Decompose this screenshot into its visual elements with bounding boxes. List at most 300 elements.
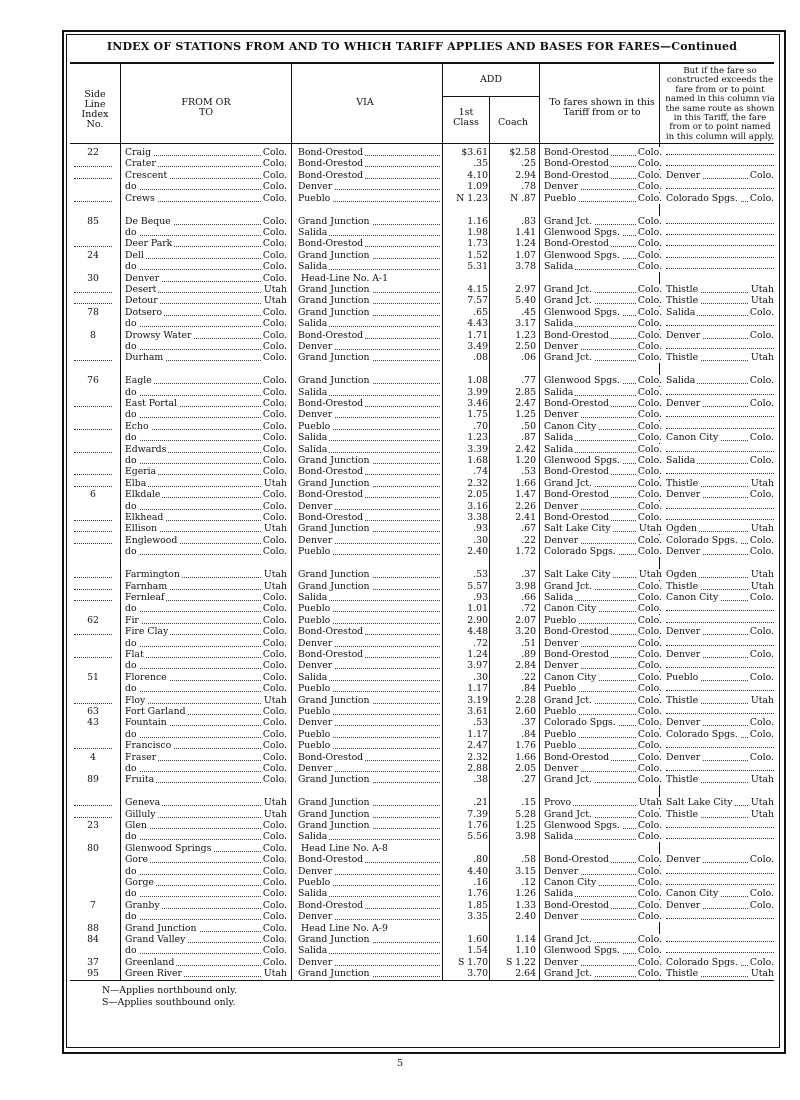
first-class-add: .21: [473, 797, 488, 809]
table-row: [70, 227, 774, 238]
via-route: Denver: [298, 957, 440, 968]
side-index-blank: [74, 238, 112, 247]
via-route: Salida: [298, 387, 440, 398]
coach-add: 2.47: [515, 398, 536, 409]
first-class-add: 1.76: [467, 888, 488, 900]
table-row: [70, 854, 774, 865]
table-row: [70, 352, 774, 363]
via-route: Salida: [298, 444, 440, 455]
fare-point: Bond-Orestod Colo.: [544, 329, 662, 341]
coach-add: 1.66: [515, 477, 536, 489]
table-row: [70, 318, 774, 329]
station-name: De Beque Colo.: [125, 215, 287, 227]
max-fare-point-blank: [666, 409, 774, 417]
side-index-blank: [74, 523, 112, 532]
station-name: Fernleaf Colo.: [125, 591, 287, 603]
table-row: [70, 158, 774, 169]
first-class-add: 4.15: [467, 283, 488, 295]
first-class-add: .16: [473, 877, 488, 888]
first-class-add: 3.61: [467, 705, 488, 717]
first-class-add: 1.60: [467, 934, 488, 945]
station-name: Durham Colo.: [125, 352, 287, 364]
via-route: Salida: [298, 592, 440, 603]
max-fare-point: Thistle Utah: [666, 295, 774, 307]
title-rule: [70, 62, 774, 64]
via-route: Bond-Orestod: [298, 489, 440, 500]
via-route: Pueblo: [298, 421, 440, 432]
first-class-add: 1.52: [467, 249, 488, 261]
side-index: 95: [87, 968, 99, 980]
table-row: [70, 649, 774, 660]
first-class-add: 1.85: [467, 899, 488, 911]
via-route: Denver: [298, 660, 440, 671]
via-route: Pueblo: [298, 546, 440, 557]
side-index-blank: [74, 398, 112, 407]
max-fare-point: Denver Colo.: [666, 899, 774, 911]
first-class-add: 1.23: [467, 432, 488, 444]
via-route: Grand Junction: [298, 250, 440, 261]
station-name: Floy Utah: [125, 694, 287, 706]
station-name: Drowsy Water Colo.: [125, 329, 287, 341]
fare-point: Colorado Spgs. Colo.: [544, 717, 662, 729]
via-route: Bond-Orestod: [298, 626, 440, 637]
station-name: Elkdale Colo.: [125, 489, 287, 501]
max-fare-point-blank: [666, 763, 774, 771]
station-name: do Colo.: [125, 546, 287, 558]
coach-add: 5.28: [515, 808, 536, 820]
station-name: Dotsero Colo.: [125, 306, 287, 318]
station-name: Craig Colo.: [125, 147, 287, 158]
first-class-add: 4.40: [467, 865, 488, 877]
coach-add: .37: [521, 717, 536, 729]
coach-add: 1.25: [515, 409, 536, 421]
coach-add: .58: [521, 854, 536, 866]
table-row: [70, 717, 774, 728]
station-name: do Colo.: [125, 945, 287, 957]
first-class-add: 2.47: [467, 740, 488, 752]
max-fare-point: Denver Colo.: [666, 751, 774, 763]
fare-point: Salida Colo.: [544, 386, 662, 398]
fare-point: Bond-Orestod Colo.: [544, 238, 662, 250]
fare-point: Glenwood Spgs. Colo.: [544, 455, 662, 466]
station-name: Edwards Colo.: [125, 443, 287, 455]
max-fare-point: Thistle Utah: [666, 477, 774, 489]
coach-add: .66: [521, 591, 536, 603]
coach-add: .83: [521, 215, 536, 227]
side-index-blank: [74, 797, 112, 806]
table-row: [70, 683, 774, 694]
via-route: Grand Junction: [298, 284, 440, 295]
table-row: [70, 581, 774, 592]
station-name: do Colo.: [125, 888, 287, 900]
fare-point: Denver Colo.: [544, 534, 662, 546]
via-route: Bond-Orestod: [298, 900, 440, 911]
fare-point: Glenwood Spgs. Colo.: [544, 249, 662, 261]
fare-point: Salt Lake City Utah: [544, 569, 662, 581]
via-route: Grand Junction: [298, 352, 440, 363]
max-fare-point-blank: [666, 421, 774, 429]
table-row: [70, 695, 774, 706]
first-class-add: 1.17: [467, 728, 488, 740]
via-route: Denver: [298, 911, 440, 922]
table-row: [70, 273, 774, 284]
table-bottom-rule: [70, 980, 774, 981]
table-row: [70, 592, 774, 603]
max-fare-point: Denver Colo.: [666, 329, 774, 341]
max-fare-point-blank: [666, 147, 774, 155]
via-route: Salida: [298, 227, 440, 238]
max-fare-point-blank: [666, 501, 774, 509]
first-class-add: 2.32: [467, 751, 488, 763]
station-name: Gorge Colo.: [125, 877, 287, 888]
coach-add: 3.20: [515, 626, 536, 638]
first-class-add: 1.71: [467, 329, 488, 341]
side-index: 8: [90, 329, 96, 341]
max-fare-point: Pueblo Colo.: [666, 671, 774, 683]
via-route: Pueblo: [298, 615, 440, 626]
fare-point: Salida Colo.: [544, 318, 662, 330]
station-name: do Colo.: [125, 637, 287, 649]
via-route: Bond-Orestod: [298, 512, 440, 523]
first-class-add: 5.57: [467, 580, 488, 592]
first-class-add: 4.48: [467, 626, 488, 638]
first-class-add: .65: [473, 306, 488, 318]
side-index: 63: [87, 705, 99, 717]
side-index-blank: [74, 466, 112, 475]
via-route: Bond-Orestod: [298, 147, 440, 158]
via-route: Grand Junction: [298, 478, 440, 489]
max-fare-point-blank: [666, 238, 774, 246]
table-row: [70, 831, 774, 842]
header-to-fares: To fares shown in this Tariff from or to: [549, 97, 655, 118]
table-row: [70, 387, 774, 398]
station-name: Grand Valley Colo.: [125, 934, 287, 945]
table-row: [70, 375, 774, 386]
table-row: [70, 672, 774, 683]
max-fare-point: Denver Colo.: [666, 717, 774, 729]
station-name: do Colo.: [125, 831, 287, 843]
via-route: Salida: [298, 432, 440, 443]
fare-point: Salida Colo.: [544, 888, 662, 900]
fare-point: Denver Colo.: [544, 340, 662, 352]
first-class-add: 2.40: [467, 546, 488, 558]
via-route: Grand Junction: [298, 375, 440, 386]
coach-add: 1.23: [515, 329, 536, 341]
side-index: 78: [87, 306, 99, 318]
table-row: [70, 295, 774, 306]
coach-add: 2.41: [515, 512, 536, 523]
max-fare-point-blank: [666, 603, 774, 611]
station-name: Denver Colo.: [125, 272, 287, 284]
max-fare-point: Thistle Utah: [666, 580, 774, 592]
station-name: Francisco Colo.: [125, 740, 287, 752]
via-route: Salida: [298, 945, 440, 956]
station-name: Farmington Utah: [125, 569, 287, 581]
first-class-add: .70: [473, 420, 488, 432]
station-name: Fort Garland Colo.: [125, 705, 287, 717]
header-coach: Coach: [497, 117, 529, 128]
max-fare-point-blank: [666, 181, 774, 189]
max-fare-point: Thistle Utah: [666, 968, 774, 980]
via-route: Denver: [298, 341, 440, 352]
side-index-blank: [74, 421, 112, 430]
table-row: [70, 181, 774, 192]
max-fare-point-blank: [666, 911, 774, 919]
table-row: [70, 147, 774, 158]
first-class-add: .30: [473, 534, 488, 546]
table-row: [70, 489, 774, 500]
station-name: do Colo.: [125, 226, 287, 238]
footnotes: [102, 985, 237, 1008]
station-name: Crews Colo.: [125, 192, 287, 204]
fare-point: Bond-Orestod Colo.: [544, 158, 662, 170]
fare-point: Pueblo Colo.: [544, 614, 662, 626]
station-name: Elkhead Colo.: [125, 512, 287, 523]
fare-point: Denver Colo.: [544, 181, 662, 193]
station-name: Detour Utah: [125, 295, 287, 307]
first-class-add: .74: [473, 466, 488, 478]
via-route: Grand Junction: [298, 809, 440, 820]
first-class-add: 3.46: [467, 398, 488, 409]
table-row: [70, 809, 774, 820]
coach-add: .51: [521, 637, 536, 649]
via-route: Bond-Orestod: [298, 330, 440, 341]
via-route: Grand Junction: [298, 934, 440, 945]
side-index: 85: [87, 215, 99, 227]
station-name: Grand Junction Colo.: [125, 922, 287, 934]
via-route: Pueblo: [298, 706, 440, 717]
side-index-blank: [74, 740, 112, 749]
via-route: Grand Junction: [298, 455, 440, 466]
fare-point: Denver Colo.: [544, 637, 662, 649]
fare-point: Grand Jct. Colo.: [544, 215, 662, 227]
station-name: do Colo.: [125, 603, 287, 615]
coach-add: S 1.22: [505, 956, 536, 968]
max-fare-point: Thistle Utah: [666, 283, 774, 295]
station-name: Gilluly Utah: [125, 808, 287, 820]
side-index-blank: [74, 193, 112, 202]
table-row: [70, 421, 774, 432]
fare-point: Provo Utah: [544, 797, 662, 809]
via-route: Head Line No. A-9: [298, 922, 388, 934]
coach-add: 5.40: [515, 295, 536, 307]
coach-add: .06: [521, 352, 536, 364]
coach-add: 2.94: [515, 169, 536, 181]
first-class-add: 3.49: [467, 340, 488, 352]
first-class-add: 1.24: [467, 648, 488, 660]
fare-point: Denver Colo.: [544, 660, 662, 672]
via-route: Grand Junction: [298, 216, 440, 227]
first-class-add: .93: [473, 591, 488, 603]
first-class-add: 4.10: [467, 169, 488, 181]
first-class-add: .72: [473, 637, 488, 649]
table-row: [70, 615, 774, 626]
station-name: Ellison Utah: [125, 523, 287, 535]
station-name: do Colo.: [125, 432, 287, 444]
first-class-add: 1.54: [467, 945, 488, 957]
fare-point: Canon City Colo.: [544, 671, 662, 683]
via-route: Grand Junction: [298, 581, 440, 592]
station-name: do Colo.: [125, 500, 287, 512]
table-row: [70, 409, 774, 420]
via-route: Grand Junction: [298, 774, 440, 785]
coach-add: 1.33: [515, 899, 536, 911]
table-row: [70, 444, 774, 455]
max-fare-point: Denver Colo.: [666, 854, 774, 866]
max-fare-point-blank: [666, 227, 774, 235]
max-fare-point-blank: [666, 820, 774, 828]
add-rule: [442, 96, 539, 97]
coach-add: 1.24: [515, 238, 536, 250]
coach-add: 3.17: [515, 318, 536, 330]
via-route: Bond-Orestod: [298, 752, 440, 763]
side-index: 43: [87, 717, 99, 729]
coach-add: 3.78: [515, 261, 536, 273]
coach-add: 2.28: [515, 694, 536, 706]
side-index: 84: [87, 934, 99, 945]
via-route: Denver: [298, 501, 440, 512]
first-class-add: 1.09: [467, 181, 488, 193]
footnote-n: N—Applies northbound only.: [102, 985, 237, 996]
coach-add: 2.84: [515, 660, 536, 672]
max-fare-point: Colorado Spgs. Colo.: [666, 728, 774, 740]
first-class-add: N 1.23: [456, 192, 488, 204]
coach-add: 3.15: [515, 865, 536, 877]
max-fare-point-blank: [666, 466, 774, 474]
first-class-add: 7.57: [467, 295, 488, 307]
fare-point: Grand Jct. Colo.: [544, 283, 662, 295]
via-route: Bond-Orestod: [298, 649, 440, 660]
side-index: 76: [87, 375, 99, 387]
side-index: 22: [87, 147, 99, 158]
via-route: Denver: [298, 409, 440, 420]
side-index-blank: [74, 352, 112, 361]
coach-add: 2.50: [515, 340, 536, 352]
table-row: [70, 774, 774, 785]
coach-add: 1.66: [515, 751, 536, 763]
fare-point: Bond-Orestod Colo.: [544, 512, 662, 523]
table-row: [70, 284, 774, 295]
fare-point: Salida Colo.: [544, 443, 662, 455]
table-row: [70, 432, 774, 443]
max-fare-point: Thistle Utah: [666, 352, 774, 364]
max-fare-point: Thistle Utah: [666, 774, 774, 786]
table-row: [70, 193, 774, 204]
side-index-blank: [74, 569, 112, 578]
fare-point: Denver Colo.: [544, 500, 662, 512]
via-route: Salida: [298, 318, 440, 329]
first-class-add: 3.70: [467, 968, 488, 980]
coach-add: 1.14: [515, 934, 536, 945]
max-fare-point-blank: [666, 638, 774, 646]
side-index-blank: [74, 158, 112, 167]
station-name: Desert Utah: [125, 283, 287, 295]
table-row: [70, 170, 774, 181]
coach-add: 1.26: [515, 888, 536, 900]
coach-add: .87: [521, 432, 536, 444]
table-row: [70, 398, 774, 409]
max-fare-point-blank: [666, 660, 774, 668]
max-fare-point: Colorado Spgs. Colo.: [666, 192, 774, 204]
max-fare-point: Canon City Colo.: [666, 432, 774, 444]
station-name: do Colo.: [125, 683, 287, 695]
coach-add: 1.47: [515, 489, 536, 501]
fare-point: Denver Colo.: [544, 956, 662, 968]
coach-add: 1.76: [515, 740, 536, 752]
first-class-add: 4.43: [467, 318, 488, 330]
first-class-add: $3.61: [461, 147, 488, 158]
fare-point: Salida Colo.: [544, 432, 662, 444]
side-index: 4: [90, 751, 96, 763]
side-index: 6: [90, 489, 96, 501]
first-class-add: 1.76: [467, 820, 488, 831]
fare-point: Grand Jct. Colo.: [544, 352, 662, 364]
fare-point: Colorado Spgs. Colo.: [544, 546, 662, 558]
fare-point: Denver Colo.: [544, 865, 662, 877]
table-row: [70, 569, 774, 580]
coach-add: .25: [521, 158, 536, 170]
table-row: [70, 261, 774, 272]
max-fare-point-blank: [666, 866, 774, 874]
table-row: [70, 638, 774, 649]
table-row: [70, 501, 774, 512]
side-index-blank: [74, 170, 112, 179]
coach-add: 2.60: [515, 705, 536, 717]
table-row: [70, 216, 774, 227]
first-class-add: 1.17: [467, 683, 488, 695]
station-name: Flat Colo.: [125, 648, 287, 660]
side-index-blank: [74, 535, 112, 544]
max-fare-point-blank: [666, 261, 774, 269]
station-name: Dell Colo.: [125, 249, 287, 261]
table-row: [70, 478, 774, 489]
coach-add: 1.07: [515, 249, 536, 261]
station-name: do Colo.: [125, 455, 287, 466]
via-route: Grand Junction: [298, 295, 440, 306]
max-fare-point-blank: [666, 216, 774, 224]
station-name: Green River Utah: [125, 968, 287, 980]
table-row: [70, 341, 774, 352]
fare-point: Canon City Colo.: [544, 420, 662, 432]
station-name: Englewood Colo.: [125, 534, 287, 546]
first-class-add: 1.01: [467, 603, 488, 615]
table-row: [70, 660, 774, 671]
station-name: Farnham Utah: [125, 580, 287, 592]
max-fare-point-blank: [666, 512, 774, 520]
coach-add: 2.64: [515, 968, 536, 980]
max-fare-point: Denver Colo.: [666, 546, 774, 558]
max-fare-point: Ogden Utah: [666, 523, 774, 535]
fare-point: Salida Colo.: [544, 261, 662, 273]
side-index: 89: [87, 774, 99, 786]
side-index: 62: [87, 614, 99, 626]
coach-add: .12: [521, 877, 536, 888]
first-class-add: 3.38: [467, 512, 488, 523]
table-row: [70, 945, 774, 956]
fare-point: Grand Jct. Colo.: [544, 295, 662, 307]
table-row: [70, 512, 774, 523]
via-route: Salida: [298, 888, 440, 899]
via-route: Pueblo: [298, 683, 440, 694]
table-row: [70, 923, 774, 934]
side-index: 80: [87, 842, 99, 854]
table-row: [70, 968, 774, 979]
station-name: do Colo.: [125, 865, 287, 877]
station-name: do Colo.: [125, 911, 287, 923]
station-name: do Colo.: [125, 728, 287, 740]
via-route: Grand Junction: [298, 523, 440, 534]
via-route: Bond-Orestod: [298, 466, 440, 477]
